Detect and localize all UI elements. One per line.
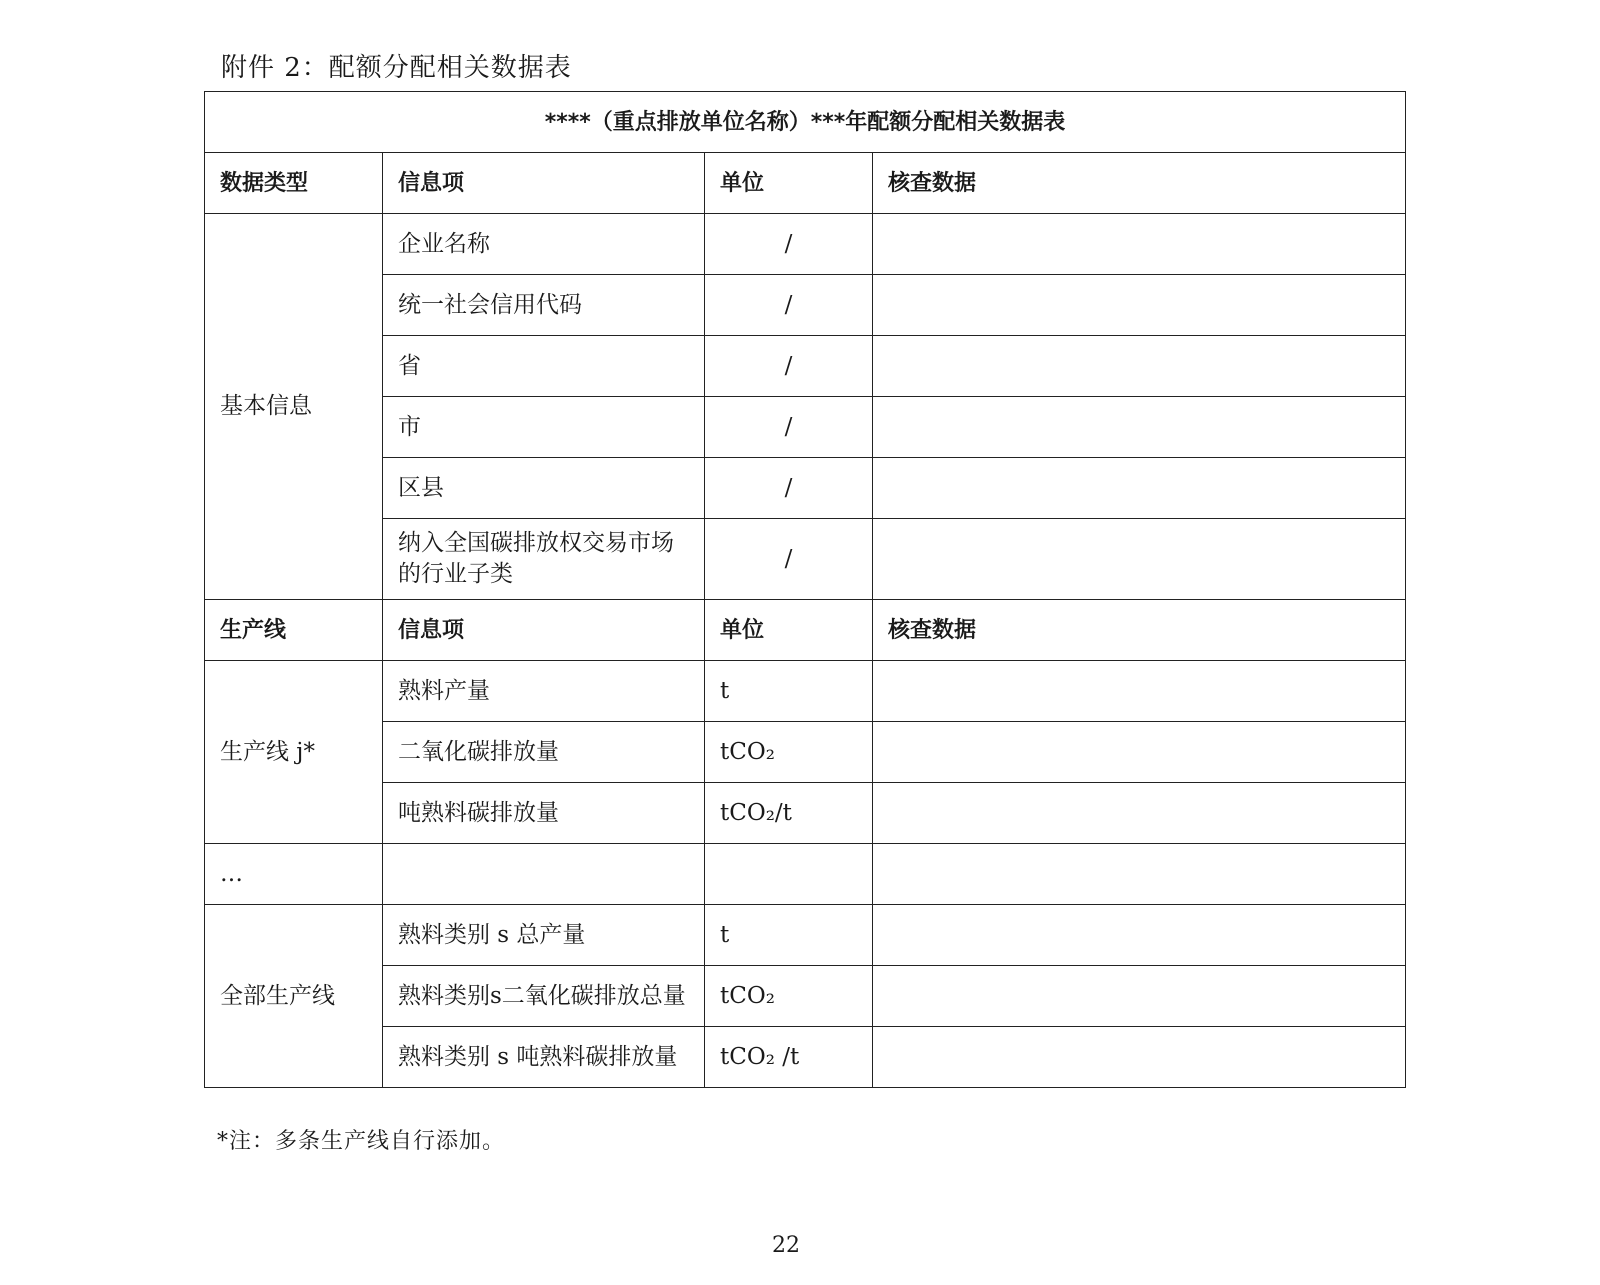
verified-data-cell[interactable] [873,1027,1406,1088]
info-item-cell: 熟料类别s二氧化碳排放总量 [383,966,705,1027]
unit-cell: / [705,214,873,275]
unit-cell: / [705,519,873,600]
verified-data-cell[interactable] [873,397,1406,458]
verified-data-cell[interactable] [873,458,1406,519]
verified-data-cell[interactable] [873,275,1406,336]
unit-cell: / [705,336,873,397]
header-row [205,153,1406,214]
verified-data-cell[interactable] [873,214,1406,275]
info-item-cell: 省 [383,336,705,397]
header-production-line: 生产线 [205,600,383,661]
table-row [205,519,1406,600]
table-row [205,397,1406,458]
unit-cell: tCO₂ [705,966,873,1027]
info-item-cell: 统一社会信用代码 [383,275,705,336]
info-item-cell: 熟料类别 s 总产量 [383,905,705,966]
header-unit: 单位 [705,153,873,214]
unit-cell: tCO₂/t [705,783,873,844]
info-item-cell: 熟料类别 s 吨熟料碳排放量 [383,1027,705,1088]
verified-data-cell[interactable] [873,905,1406,966]
table-title-row [205,92,1406,153]
line-header-row [205,600,1406,661]
table-row [205,1027,1406,1088]
ellipsis-cell: … [205,844,383,905]
unit-cell: / [705,275,873,336]
header-verified-data: 核查数据 [873,153,1406,214]
empty-cell [383,844,705,905]
header-info-item: 信息项 [383,600,705,661]
info-item-cell: 区县 [383,458,705,519]
verified-data-cell[interactable] [873,783,1406,844]
info-item-cell: 纳入全国碳排放权交易市场的行业子类 [383,519,705,600]
table-row [205,783,1406,844]
verified-data-cell[interactable] [873,661,1406,722]
info-item-cell: 二氧化碳排放量 [383,722,705,783]
table-row [205,275,1406,336]
verified-data-cell[interactable] [873,966,1406,1027]
verified-data-cell[interactable] [873,722,1406,783]
allocation-data-table [204,91,1406,1088]
unit-cell: / [705,458,873,519]
info-item-cell: 吨熟料碳排放量 [383,783,705,844]
unit-cell: t [705,661,873,722]
table-row [205,458,1406,519]
category-basic-info: 基本信息 [205,214,383,600]
ellipsis-row [205,844,1406,905]
category-production-line: 生产线 j* [205,661,383,844]
footnote: *注：多条生产线自行添加。 [217,1129,506,1154]
table-row [205,661,1406,722]
table-row [205,966,1406,1027]
empty-cell [705,844,873,905]
unit-cell: / [705,397,873,458]
header-info-item: 信息项 [383,153,705,214]
page-number: 22 [772,1233,800,1258]
table-title: ****（重点排放单位名称）***年配额分配相关数据表 [205,92,1406,153]
empty-cell [873,844,1406,905]
header-verified-data: 核查数据 [873,600,1406,661]
verified-data-cell[interactable] [873,336,1406,397]
header-unit: 单位 [705,600,873,661]
category-all-lines: 全部生产线 [205,905,383,1088]
attachment-title: 附件 2：配额分配相关数据表 [221,53,572,83]
info-item-cell: 企业名称 [383,214,705,275]
info-item-cell: 市 [383,397,705,458]
info-item-cell: 熟料产量 [383,661,705,722]
unit-cell: tCO₂ /t [705,1027,873,1088]
unit-cell: tCO₂ [705,722,873,783]
table-row [205,722,1406,783]
verified-data-cell[interactable] [873,519,1406,600]
header-data-type: 数据类型 [205,153,383,214]
table-row [205,214,1406,275]
table-row [205,336,1406,397]
table-row [205,905,1406,966]
unit-cell: t [705,905,873,966]
